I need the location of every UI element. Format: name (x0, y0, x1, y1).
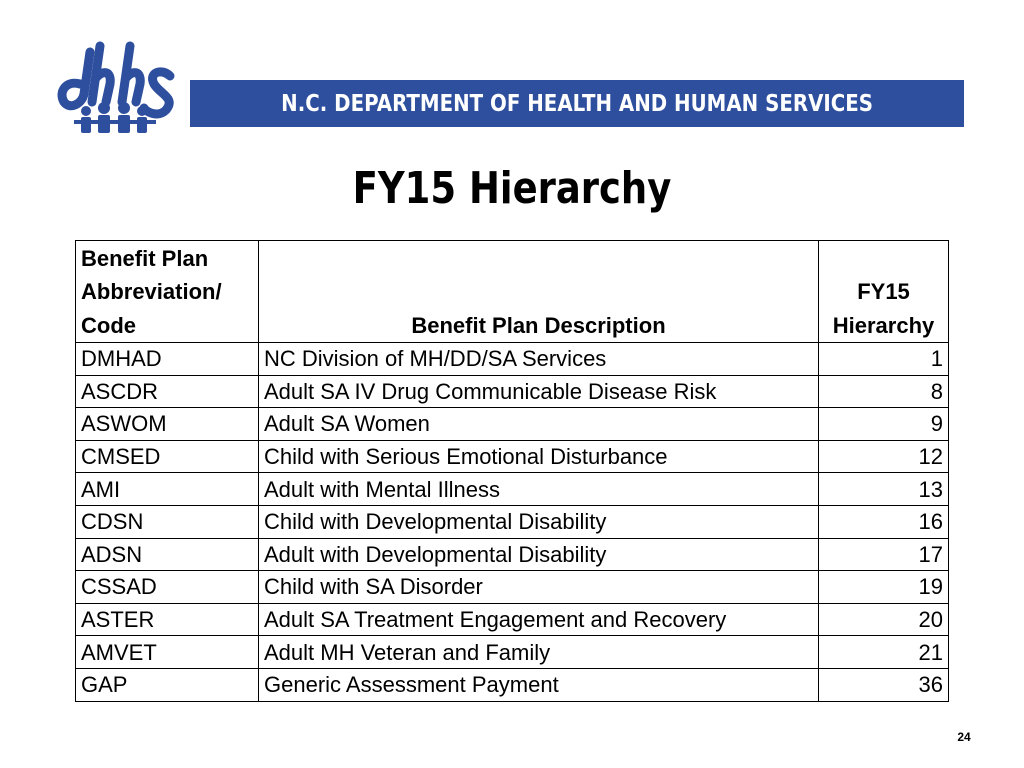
cell-code: ASWOM (76, 408, 259, 441)
cell-hierarchy: 9 (819, 408, 949, 441)
cell-hierarchy: 13 (819, 473, 949, 506)
table-header-row (76, 241, 949, 343)
cell-description: Adult with Mental Illness (259, 473, 819, 506)
table-row (76, 668, 949, 701)
column-header-hierarchy-line1: FY15 (857, 279, 910, 304)
cell-code: ASCDR (76, 375, 259, 408)
table-row (76, 603, 949, 636)
cell-code: GAP (76, 668, 259, 701)
table-row (76, 473, 949, 506)
cell-code: ASTER (76, 603, 259, 636)
table-row (76, 343, 949, 376)
cell-description: Adult SA IV Drug Communicable Disease Risk (259, 375, 819, 408)
cell-code: AMVET (76, 636, 259, 669)
cell-hierarchy: 21 (819, 636, 949, 669)
table-row (76, 440, 949, 473)
cell-description: Adult SA Women (259, 408, 819, 441)
cell-code: ADSN (76, 538, 259, 571)
slide-title: FY15 Hierarchy (352, 163, 672, 214)
cell-hierarchy: 12 (819, 440, 949, 473)
table-row (76, 505, 949, 538)
column-header-code-line1: Benefit Plan (81, 245, 209, 271)
benefit-plan-table (75, 240, 949, 702)
column-header-code-line2: Abbreviation/ (81, 279, 222, 304)
header-banner-text: N.C. DEPARTMENT OF HEALTH AND HUMAN SERVICES (281, 90, 873, 117)
cell-hierarchy: 17 (819, 538, 949, 571)
cell-description: Adult with Developmental Disability (259, 538, 819, 571)
cell-hierarchy: 36 (819, 668, 949, 701)
table-row (76, 375, 949, 408)
cell-hierarchy: 16 (819, 505, 949, 538)
dhhs-logo-icon (50, 40, 182, 135)
page-number: 24 (957, 730, 971, 744)
cell-hierarchy: 8 (819, 375, 949, 408)
cell-description: Child with Developmental Disability (259, 505, 819, 538)
column-header-code-line3: Code (81, 312, 136, 338)
cell-description: Child with Serious Emotional Disturbance (259, 440, 819, 473)
table-row (76, 538, 949, 571)
header-banner (190, 80, 964, 127)
column-header-code (76, 241, 259, 343)
cell-description: Adult SA Treatment Engagement and Recovery (259, 603, 819, 636)
cell-code: AMI (76, 473, 259, 506)
cell-code: CSSAD (76, 571, 259, 604)
table-row (76, 408, 949, 441)
column-header-hierarchy-line2: Hierarchy (832, 312, 935, 338)
cell-hierarchy: 20 (819, 603, 949, 636)
table-row (76, 636, 949, 669)
cell-description: NC Division of MH/DD/SA Services (259, 343, 819, 376)
cell-hierarchy: 19 (819, 571, 949, 604)
cell-code: CDSN (76, 505, 259, 538)
column-header-description: Benefit Plan Description (259, 241, 819, 343)
cell-hierarchy: 1 (819, 343, 949, 376)
cell-code: CMSED (76, 440, 259, 473)
cell-description: Adult MH Veteran and Family (259, 636, 819, 669)
cell-description: Generic Assessment Payment (259, 668, 819, 701)
column-header-hierarchy (819, 241, 949, 343)
cell-code: DMHAD (76, 343, 259, 376)
table-row (76, 571, 949, 604)
cell-description: Child with SA Disorder (259, 571, 819, 604)
